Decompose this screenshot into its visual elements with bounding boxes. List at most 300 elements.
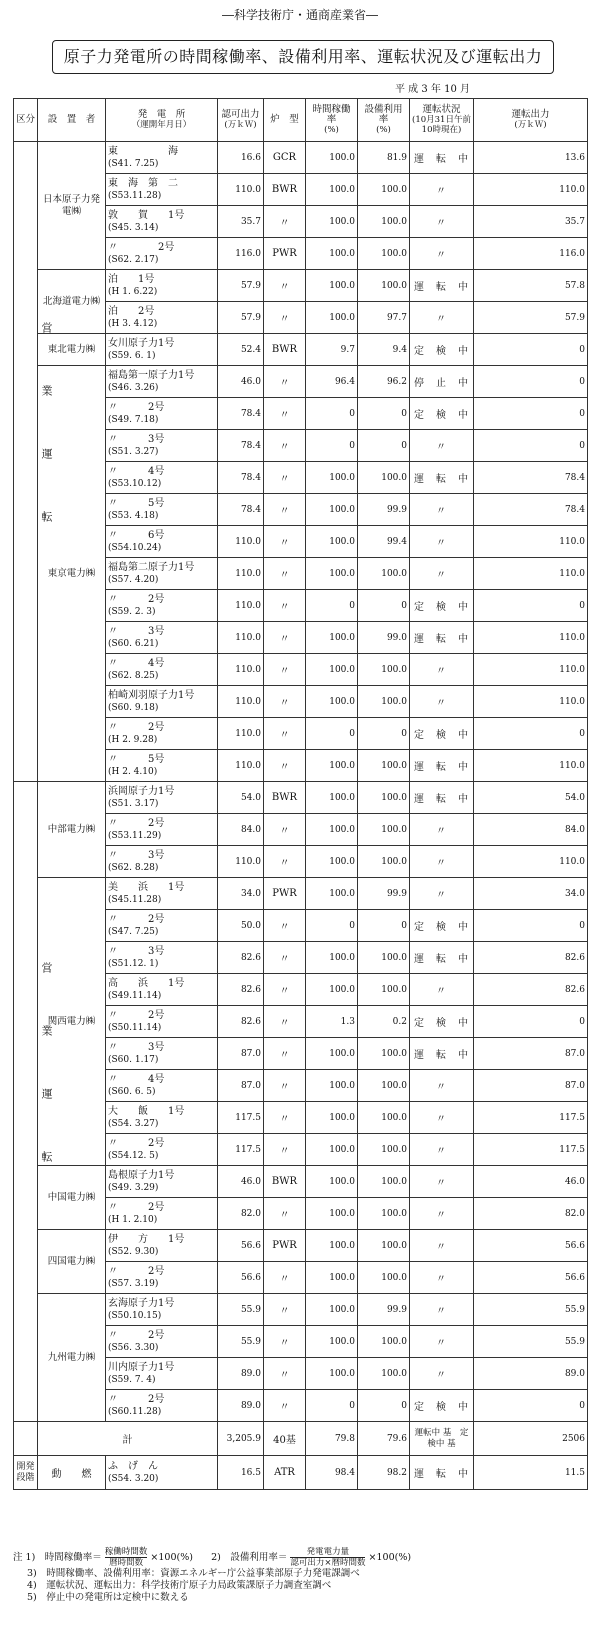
table-row	[14, 366, 588, 398]
capacity-cell: 82.6	[218, 1006, 264, 1038]
table-row	[14, 142, 588, 174]
output-cell: 110.0	[474, 526, 588, 558]
plant-name-cell	[106, 206, 218, 238]
reactor-cell: PWR	[264, 238, 306, 270]
owner-cell: 四国電力㈱	[38, 1230, 106, 1294]
capacity-cell: 55.9	[218, 1294, 264, 1326]
reactor-cell: 〃	[264, 1358, 306, 1390]
equip-rate-cell: 0	[358, 910, 410, 942]
capacity-cell: 55.9	[218, 1326, 264, 1358]
status-cell: 〃	[410, 302, 474, 334]
plant-name-cell	[106, 1006, 218, 1038]
capacity-cell: 110.0	[218, 654, 264, 686]
plant-start-date: (S50.11.14)	[108, 1022, 162, 1033]
status-cell: 運 転 中	[410, 142, 474, 174]
output-cell: 82.6	[474, 974, 588, 1006]
plant-name-cell	[106, 910, 218, 942]
plant-start-date: (S45. 3.14)	[108, 222, 159, 233]
reactor-cell: 〃	[264, 718, 306, 750]
output-cell: 116.0	[474, 238, 588, 270]
time-rate-cell: 100.0	[306, 686, 358, 718]
status-cell: 〃	[410, 1198, 474, 1230]
reactor-cell: 〃	[264, 270, 306, 302]
reactor-cell: 〃	[264, 1006, 306, 1038]
owner-cell: 北海道電力㈱	[38, 270, 106, 334]
equip-rate-cell: 100.0	[358, 1326, 410, 1358]
reactor-cell: 〃	[264, 750, 306, 782]
col-plant-sub: （運開年月日）	[131, 120, 192, 130]
plant-name-cell	[106, 302, 218, 334]
plant-start-date: (S60. 6.21)	[108, 638, 159, 649]
capacity-cell: 35.7	[218, 206, 264, 238]
equip-rate-cell: 100.0	[358, 174, 410, 206]
output-cell: 57.9	[474, 302, 588, 334]
plant-start-date: (S50.10.15)	[108, 1310, 162, 1321]
total-capacity: 3,205.9	[218, 1422, 264, 1456]
equip-rate-cell: 0	[358, 1390, 410, 1422]
output-cell: 110.0	[474, 654, 588, 686]
equip-rate-cell: 0.2	[358, 1006, 410, 1038]
reactor-cell: 〃	[264, 430, 306, 462]
output-cell: 0	[474, 334, 588, 366]
status-cell: 〃	[410, 846, 474, 878]
time-rate-cell: 100.0	[306, 622, 358, 654]
plant-name: 〃 2号	[108, 401, 165, 413]
reactor-cell: 〃	[264, 1294, 306, 1326]
output-cell: 110.0	[474, 558, 588, 590]
reactor-cell: 〃	[264, 366, 306, 398]
status-cell: 〃	[410, 1070, 474, 1102]
capacity-cell: 110.0	[218, 174, 264, 206]
output-cell: 13.6	[474, 142, 588, 174]
plant-start-date: (S53.11.28)	[108, 190, 162, 201]
table-row	[14, 1230, 588, 1262]
status-cell: 〃	[410, 1166, 474, 1198]
time-rate-cell: 0	[306, 398, 358, 430]
status-cell: 定 検 中	[410, 910, 474, 942]
owner-cell: 東北電力㈱	[38, 334, 106, 366]
reactor-cell: 〃	[264, 686, 306, 718]
capacity-cell: 110.0	[218, 558, 264, 590]
reactor-cell: 〃	[264, 302, 306, 334]
note-1-numerator: 稼働時間数	[104, 1547, 148, 1557]
reactor-cell: 〃	[264, 622, 306, 654]
plant-name: 〃 3号	[108, 1041, 165, 1053]
output-cell: 110.0	[474, 622, 588, 654]
plant-name: 大 飯 1号	[108, 1105, 185, 1117]
plant-name: 美 浜 1号	[108, 881, 185, 893]
output-cell: 55.9	[474, 1294, 588, 1326]
equip-rate-cell: 100.0	[358, 1038, 410, 1070]
time-rate-cell: 100.0	[306, 1038, 358, 1070]
time-rate-cell: 100.0	[306, 558, 358, 590]
plant-name-cell	[106, 1198, 218, 1230]
capacity-cell: 56.6	[218, 1230, 264, 1262]
total-reactor-count: 40基	[264, 1422, 306, 1456]
capacity-cell: 57.9	[218, 270, 264, 302]
dev-status: 運 転 中	[410, 1456, 474, 1490]
status-cell: 〃	[410, 814, 474, 846]
col-equip-rate-sub: (%)	[376, 125, 391, 135]
time-rate-cell: 9.7	[306, 334, 358, 366]
status-cell: 〃	[410, 526, 474, 558]
equip-rate-cell: 100.0	[358, 462, 410, 494]
plant-name-cell	[106, 462, 218, 494]
status-cell: 〃	[410, 238, 474, 270]
equip-rate-cell: 97.7	[358, 302, 410, 334]
note-1-tail: ×100(%)	[150, 1552, 193, 1563]
reactor-cell: PWR	[264, 1230, 306, 1262]
time-rate-cell: 100.0	[306, 942, 358, 974]
reactor-cell: 〃	[264, 942, 306, 974]
time-rate-cell: 100.0	[306, 270, 358, 302]
plant-start-date: (S51.12. 1)	[108, 958, 159, 969]
plant-start-date: (S45.11.28)	[108, 894, 162, 905]
plant-name-cell	[106, 942, 218, 974]
col-equip-rate-label: 設備利用率	[364, 104, 403, 125]
plant-name: 〃 6号	[108, 529, 165, 541]
status-cell: 〃	[410, 1134, 474, 1166]
time-rate-cell: 100.0	[306, 1070, 358, 1102]
note-1-fraction	[105, 1547, 148, 1568]
note-2-tail: ×100(%)	[368, 1552, 412, 1563]
table-row	[14, 878, 588, 910]
plant-start-date: (S54.12. 5)	[108, 1150, 159, 1161]
output-cell: 34.0	[474, 878, 588, 910]
dev-equip-rate: 98.2	[358, 1456, 410, 1490]
output-cell: 54.0	[474, 782, 588, 814]
status-cell: 〃	[410, 1326, 474, 1358]
table-body	[14, 142, 588, 1490]
capacity-cell: 110.0	[218, 590, 264, 622]
plant-table	[13, 98, 588, 1490]
reactor-cell: 〃	[264, 654, 306, 686]
time-rate-cell: 100.0	[306, 462, 358, 494]
reactor-cell: 〃	[264, 526, 306, 558]
col-status	[410, 99, 474, 142]
dev-output: 11.5	[474, 1456, 588, 1490]
capacity-cell: 117.5	[218, 1102, 264, 1134]
table-row	[14, 334, 588, 366]
status-cell: 定 検 中	[410, 334, 474, 366]
plant-name-cell	[106, 1230, 218, 1262]
reactor-cell: GCR	[264, 142, 306, 174]
dev-category: 開発段階	[14, 1456, 38, 1490]
reactor-cell: 〃	[264, 1326, 306, 1358]
plant-start-date: (S59. 7. 4)	[108, 1374, 156, 1385]
reactor-cell: 〃	[264, 1134, 306, 1166]
col-owner: 設 置 者	[38, 99, 106, 142]
status-cell: 〃	[410, 686, 474, 718]
plant-name-cell	[106, 974, 218, 1006]
plant-name: 東 海	[108, 145, 178, 157]
output-cell: 0	[474, 590, 588, 622]
capacity-cell: 82.0	[218, 1198, 264, 1230]
plant-name-cell	[106, 270, 218, 302]
output-cell: 35.7	[474, 206, 588, 238]
plant-name: 高 浜 1号	[108, 977, 185, 989]
plant-name-cell	[106, 1070, 218, 1102]
plant-name-cell	[106, 686, 218, 718]
plant-name: 〃 4号	[108, 657, 165, 669]
time-rate-cell: 100.0	[306, 1134, 358, 1166]
plant-name-cell	[106, 1326, 218, 1358]
reactor-cell: PWR	[264, 878, 306, 910]
equip-rate-cell: 100.0	[358, 846, 410, 878]
time-rate-cell: 100.0	[306, 1294, 358, 1326]
time-rate-cell: 100.0	[306, 878, 358, 910]
plant-start-date: (H 2. 4.10)	[108, 766, 158, 777]
plant-name: 泊 1号	[108, 273, 155, 285]
equip-rate-cell: 0	[358, 590, 410, 622]
owner-cell: 中部電力㈱	[38, 782, 106, 878]
category-cell	[14, 142, 53, 782]
col-plant-label: 発 電 所	[137, 109, 186, 120]
capacity-cell: 110.0	[218, 750, 264, 782]
plant-name-cell	[106, 654, 218, 686]
plant-name: 〃 3号	[108, 849, 165, 861]
status-cell: 停 止 中	[410, 366, 474, 398]
plant-name: 〃 2号	[108, 1201, 165, 1213]
reactor-cell: 〃	[264, 1262, 306, 1294]
output-cell: 82.6	[474, 942, 588, 974]
output-cell: 0	[474, 430, 588, 462]
plant-start-date: (S59. 2. 3)	[108, 606, 156, 617]
plant-start-date: (S53. 4.18)	[108, 510, 159, 521]
plant-name-cell	[106, 430, 218, 462]
plant-name-cell	[106, 1102, 218, 1134]
plant-start-date: (S49.11.14)	[108, 990, 162, 1001]
plant-name-cell	[106, 334, 218, 366]
equip-rate-cell: 0	[358, 718, 410, 750]
plant-name: ふ げ ん	[108, 1460, 158, 1472]
equip-rate-cell: 100.0	[358, 1166, 410, 1198]
total-label: 計	[38, 1422, 218, 1456]
plant-name: 福島第二原子力1号	[108, 561, 195, 573]
plant-name: 〃 2号	[108, 1329, 165, 1341]
capacity-cell: 50.0	[218, 910, 264, 942]
time-rate-cell: 100.0	[306, 782, 358, 814]
equip-rate-cell: 100.0	[358, 270, 410, 302]
time-rate-cell: 96.4	[306, 366, 358, 398]
output-cell: 56.6	[474, 1262, 588, 1294]
capacity-cell: 78.4	[218, 462, 264, 494]
category-label: 営業運転	[40, 322, 53, 574]
reactor-cell: 〃	[264, 206, 306, 238]
equip-rate-cell: 99.0	[358, 622, 410, 654]
plant-start-date: (S60.11.28)	[108, 1406, 162, 1417]
notes	[13, 1547, 587, 1604]
note-2-denominator: 認可出力×暦時間数	[290, 1558, 366, 1568]
output-cell: 0	[474, 366, 588, 398]
plant-name-cell	[106, 782, 218, 814]
equip-rate-cell: 96.2	[358, 366, 410, 398]
equip-rate-cell: 100.0	[358, 238, 410, 270]
plant-start-date: (H 3. 4.12)	[108, 318, 158, 329]
reactor-cell: 〃	[264, 462, 306, 494]
plant-start-date: (S47. 7.25)	[108, 926, 159, 937]
capacity-cell: 78.4	[218, 398, 264, 430]
owner-cell: 東京電力㈱	[38, 366, 106, 782]
plant-name-cell	[106, 1262, 218, 1294]
output-cell: 110.0	[474, 174, 588, 206]
plant-start-date: (H 2. 9.28)	[108, 734, 158, 745]
capacity-cell: 78.4	[218, 494, 264, 526]
note-2-label: 2) 設備利用率＝	[211, 1552, 288, 1563]
agency-header: ―科学技術庁・通商産業省―	[221, 8, 378, 22]
note-1-denominator: 暦時間数	[109, 1558, 144, 1568]
plant-name: 福島第一原子力1号	[108, 369, 195, 381]
reactor-cell: 〃	[264, 1070, 306, 1102]
status-cell: 〃	[410, 1262, 474, 1294]
plant-name: 〃 2号	[108, 1137, 165, 1149]
status-cell: 運 転 中	[410, 750, 474, 782]
plant-name-cell	[106, 1038, 218, 1070]
reactor-cell: 〃	[264, 1198, 306, 1230]
equip-rate-cell: 81.9	[358, 142, 410, 174]
equip-rate-cell: 100.0	[358, 750, 410, 782]
time-rate-cell: 100.0	[306, 1358, 358, 1390]
output-cell: 89.0	[474, 1358, 588, 1390]
total-time-rate: 79.8	[306, 1422, 358, 1456]
plant-name: 東 海 第 二	[108, 177, 178, 189]
page-title: 原子力発電所の時間稼働率、設備利用率、運転状況及び運転出力	[52, 40, 554, 74]
output-cell: 0	[474, 398, 588, 430]
capacity-cell: 89.0	[218, 1358, 264, 1390]
equip-rate-cell: 9.4	[358, 334, 410, 366]
plant-name: 女川原子力1号	[108, 337, 175, 349]
plant-name: 伊 方 1号	[108, 1233, 185, 1245]
plant-name: 〃 2号	[108, 1265, 165, 1277]
output-cell: 57.8	[474, 270, 588, 302]
plant-name-cell	[106, 1390, 218, 1422]
time-rate-cell: 100.0	[306, 654, 358, 686]
dev-plant-name-cell	[106, 1456, 218, 1490]
owner-cell: 九州電力㈱	[38, 1294, 106, 1422]
capacity-cell: 110.0	[218, 846, 264, 878]
time-rate-cell: 0	[306, 590, 358, 622]
status-cell: 〃	[410, 1358, 474, 1390]
reactor-cell: 〃	[264, 1102, 306, 1134]
equip-rate-cell: 99.9	[358, 878, 410, 910]
status-cell: 〃	[410, 558, 474, 590]
output-cell: 110.0	[474, 686, 588, 718]
plant-name-cell	[106, 238, 218, 270]
plant-name: 〃 5号	[108, 497, 165, 509]
plant-name: 玄海原子力1号	[108, 1297, 175, 1309]
note-2-numerator: 発電電力量	[290, 1547, 365, 1558]
col-output	[474, 99, 588, 142]
col-time-rate-label: 時間稼働率	[312, 104, 351, 125]
time-rate-cell: 100.0	[306, 1262, 358, 1294]
reactor-cell: BWR	[264, 334, 306, 366]
plant-name: 柏崎刈羽原子力1号	[108, 689, 195, 701]
time-rate-cell: 0	[306, 1390, 358, 1422]
output-cell: 87.0	[474, 1070, 588, 1102]
output-cell: 0	[474, 1006, 588, 1038]
plant-name-cell	[106, 814, 218, 846]
col-category: 区分	[14, 99, 38, 142]
time-rate-cell: 0	[306, 430, 358, 462]
col-status-label: 運転状況	[422, 104, 461, 115]
time-rate-cell: 100.0	[306, 750, 358, 782]
plant-start-date: (S51. 3.17)	[108, 798, 159, 809]
time-rate-cell: 100.0	[306, 1230, 358, 1262]
equip-rate-cell: 99.9	[358, 1294, 410, 1326]
status-cell: 運 転 中	[410, 270, 474, 302]
status-cell: 〃	[410, 878, 474, 910]
equip-rate-cell: 100.0	[358, 1262, 410, 1294]
plant-name: 〃 4号	[108, 465, 165, 477]
capacity-cell: 56.6	[218, 1262, 264, 1294]
capacity-cell: 46.0	[218, 366, 264, 398]
owner-cell: 日本原子力発電㈱	[38, 142, 106, 270]
plant-name: 島根原子力1号	[108, 1169, 175, 1181]
capacity-cell: 54.0	[218, 782, 264, 814]
col-capacity-sub: (万ｋＷ)	[224, 120, 257, 130]
col-output-label: 運転出力	[511, 109, 550, 120]
equip-rate-cell: 100.0	[358, 1358, 410, 1390]
status-cell: 定 検 中	[410, 1006, 474, 1038]
capacity-cell: 87.0	[218, 1038, 264, 1070]
plant-start-date: (S49. 7.18)	[108, 414, 159, 425]
plant-start-date: (S62. 8.28)	[108, 862, 159, 873]
plant-name-cell	[106, 1358, 218, 1390]
output-cell: 78.4	[474, 462, 588, 494]
total-spacer	[14, 1422, 38, 1456]
plant-name-cell	[106, 750, 218, 782]
plant-name-cell	[106, 398, 218, 430]
time-rate-cell: 100.0	[306, 814, 358, 846]
time-rate-cell: 100.0	[306, 1102, 358, 1134]
note-2-fraction	[290, 1547, 365, 1568]
status-cell: 〃	[410, 206, 474, 238]
status-cell: 定 検 中	[410, 1390, 474, 1422]
time-rate-cell: 100.0	[306, 526, 358, 558]
status-cell: 定 検 中	[410, 590, 474, 622]
capacity-cell: 78.4	[218, 430, 264, 462]
note-1-label: 1) 時間稼働率＝	[25, 1552, 102, 1563]
output-cell: 87.0	[474, 1038, 588, 1070]
plant-name: 〃 4号	[108, 1073, 165, 1085]
status-cell: 〃	[410, 654, 474, 686]
col-time-rate	[306, 99, 358, 142]
capacity-cell: 34.0	[218, 878, 264, 910]
plant-name: 〃 2号	[108, 593, 165, 605]
capacity-cell: 87.0	[218, 1070, 264, 1102]
plant-start-date: (S57. 4.20)	[108, 574, 159, 585]
plant-start-date: (H 1. 2.10)	[108, 1214, 158, 1225]
plant-start-date: (S53.11.29)	[108, 830, 162, 841]
plant-start-date: (S56. 3.30)	[108, 1342, 159, 1353]
capacity-cell: 84.0	[218, 814, 264, 846]
col-status-sub: (10月31日午前10時現在)	[412, 115, 471, 135]
status-cell: 〃	[410, 494, 474, 526]
plant-name-cell	[106, 142, 218, 174]
plant-name: 〃 3号	[108, 945, 165, 957]
output-cell: 55.9	[474, 1326, 588, 1358]
dev-row	[14, 1456, 588, 1490]
reactor-cell: 〃	[264, 1038, 306, 1070]
reactor-cell: 〃	[264, 1390, 306, 1422]
status-cell: 運 転 中	[410, 782, 474, 814]
table-row	[14, 1166, 588, 1198]
note-3: 3) 時間稼働率、設備利用率：資源エネルギー庁公益事業部原子力発電課調べ	[27, 1568, 360, 1579]
output-cell: 0	[474, 718, 588, 750]
equip-rate-cell: 99.4	[358, 526, 410, 558]
reactor-cell: 〃	[264, 974, 306, 1006]
plant-start-date: (H 1. 6.22)	[108, 286, 158, 297]
